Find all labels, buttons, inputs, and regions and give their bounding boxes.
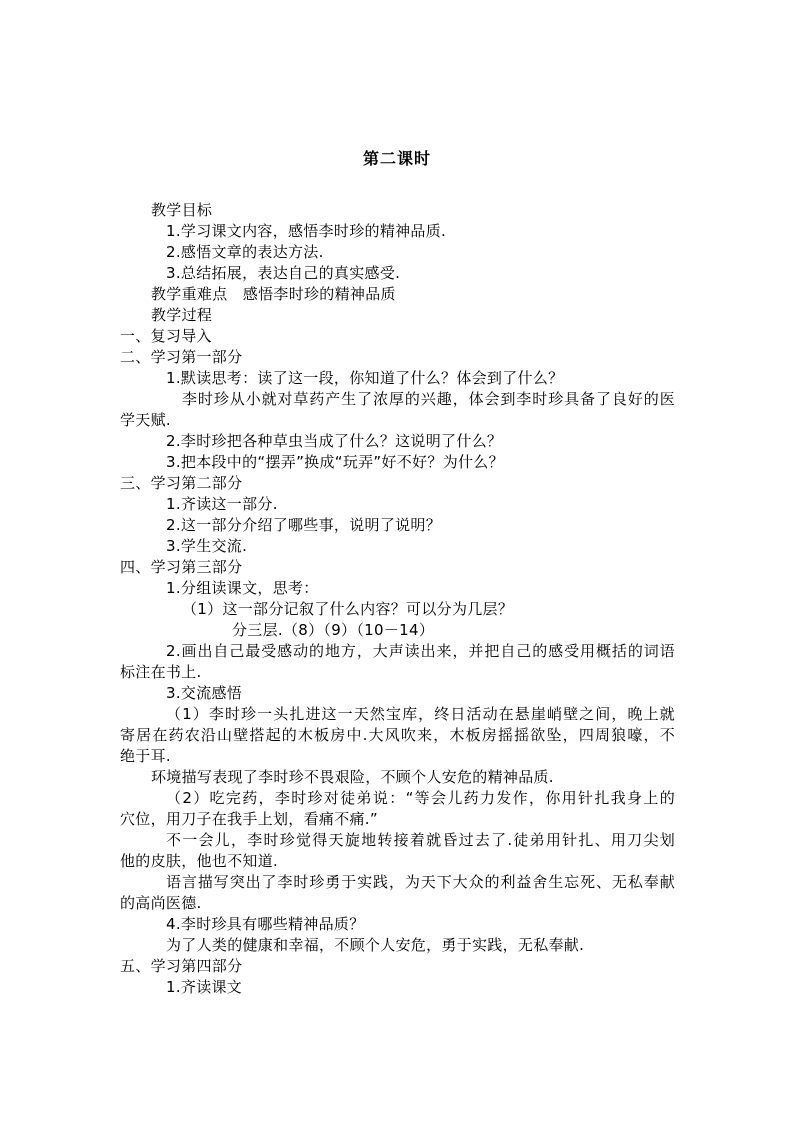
question-item: 1.默读思考：读了这一段，你知道了什么？体会到了什么？ (166, 369, 564, 387)
question-item: 2.这一部分介绍了哪些事，说明了说明？ (166, 516, 442, 534)
answer-text: 李时珍从小就对草药产生了浓厚的兴趣，体会到李时珍具备了良好的医 (182, 390, 675, 408)
goal-item: 1.学习课文内容，感悟李时珍的精神品质. (166, 222, 447, 240)
goal-item: 2.感悟文章的表达方法. (166, 243, 324, 261)
quote-text: 寄居在药农沿山壁搭起的木板房中.大风吹来，木板房摇摇欲坠，四周狼嚎，不 (120, 726, 675, 744)
answer-text: 学天赋. (120, 411, 171, 429)
quote-text: 穴位，用刀子在我手上划，看痛不痛.” (120, 810, 378, 828)
part-heading: 一、复习导入 (120, 327, 212, 345)
question-item: 3.交流感悟 (166, 684, 243, 702)
goal-item: 3.总结拓展，表达自己的真实感受. (166, 264, 401, 282)
question-item: 4.李时珍具有哪些精神品质？ (166, 915, 365, 933)
section-heading-goals: 教学目标 (151, 201, 213, 219)
quote-text: （1）李时珍一头扎进这一天然宝库，终日活动在悬崖峭壁之间，晚上就 (166, 705, 675, 723)
quote-text: 他的皮肤，他也不知道. (120, 852, 279, 870)
answer-text: 为了人类的健康和幸福，不顾个人安危，勇于实践，无私奉献. (166, 936, 585, 954)
quote-text: （2）吃完药，李时珍对徒弟说：“等会儿药力发作，你用针扎我身上的 (166, 789, 675, 807)
question-item: 3.学生交流. (166, 537, 248, 555)
question-item: 1.齐读课文 (166, 978, 243, 996)
sub-question-item: （1）这一部分记叙了什么内容？可以分为几层？ (182, 600, 514, 618)
part-heading: 二、学习第一部分 (120, 348, 243, 366)
part-heading: 四、学习第三部分 (120, 558, 243, 576)
question-item: 2.李时珍把各种草虫当成了什么？这说明了什么？ (166, 432, 503, 450)
part-heading: 三、学习第二部分 (120, 474, 243, 492)
section-heading-process: 教学过程 (151, 306, 213, 324)
question-item: 1.齐读这一部分. (166, 495, 278, 513)
question-item: 3.把本段中的“摆弄”换成“玩弄”好不好？为什么？ (166, 453, 504, 471)
part-heading: 五、学习第四部分 (120, 957, 243, 975)
analysis-text: 语言描写突出了李时珍勇于实践，为天下大众的利益舍生忘死、无私奉献 (166, 873, 675, 891)
answer-text: 分三层.（8）（9）（10－14） (232, 621, 435, 639)
section-heading-key-points: 教学重难点 感悟李时珍的精神品质 (151, 285, 396, 303)
question-item: 2.画出自己最受感动的地方，大声读出来，并把自己的感受用概括的词语 (166, 642, 675, 660)
page-title: 第二课时 (362, 149, 431, 168)
question-item: 标注在书上. (120, 663, 202, 681)
quote-text: 绝于耳. (120, 747, 171, 765)
question-item: 1.分组读课文，思考： (166, 579, 319, 597)
analysis-text: 环境描写表现了李时珍不畏艰险，不顾个人安危的精神品质. (151, 768, 554, 786)
quote-text: 不一会儿，李时珍觉得天旋地转接着就昏过去了.徒弟用针扎、用刀尖划 (166, 831, 675, 849)
analysis-text: 的高尚医德. (120, 894, 202, 912)
